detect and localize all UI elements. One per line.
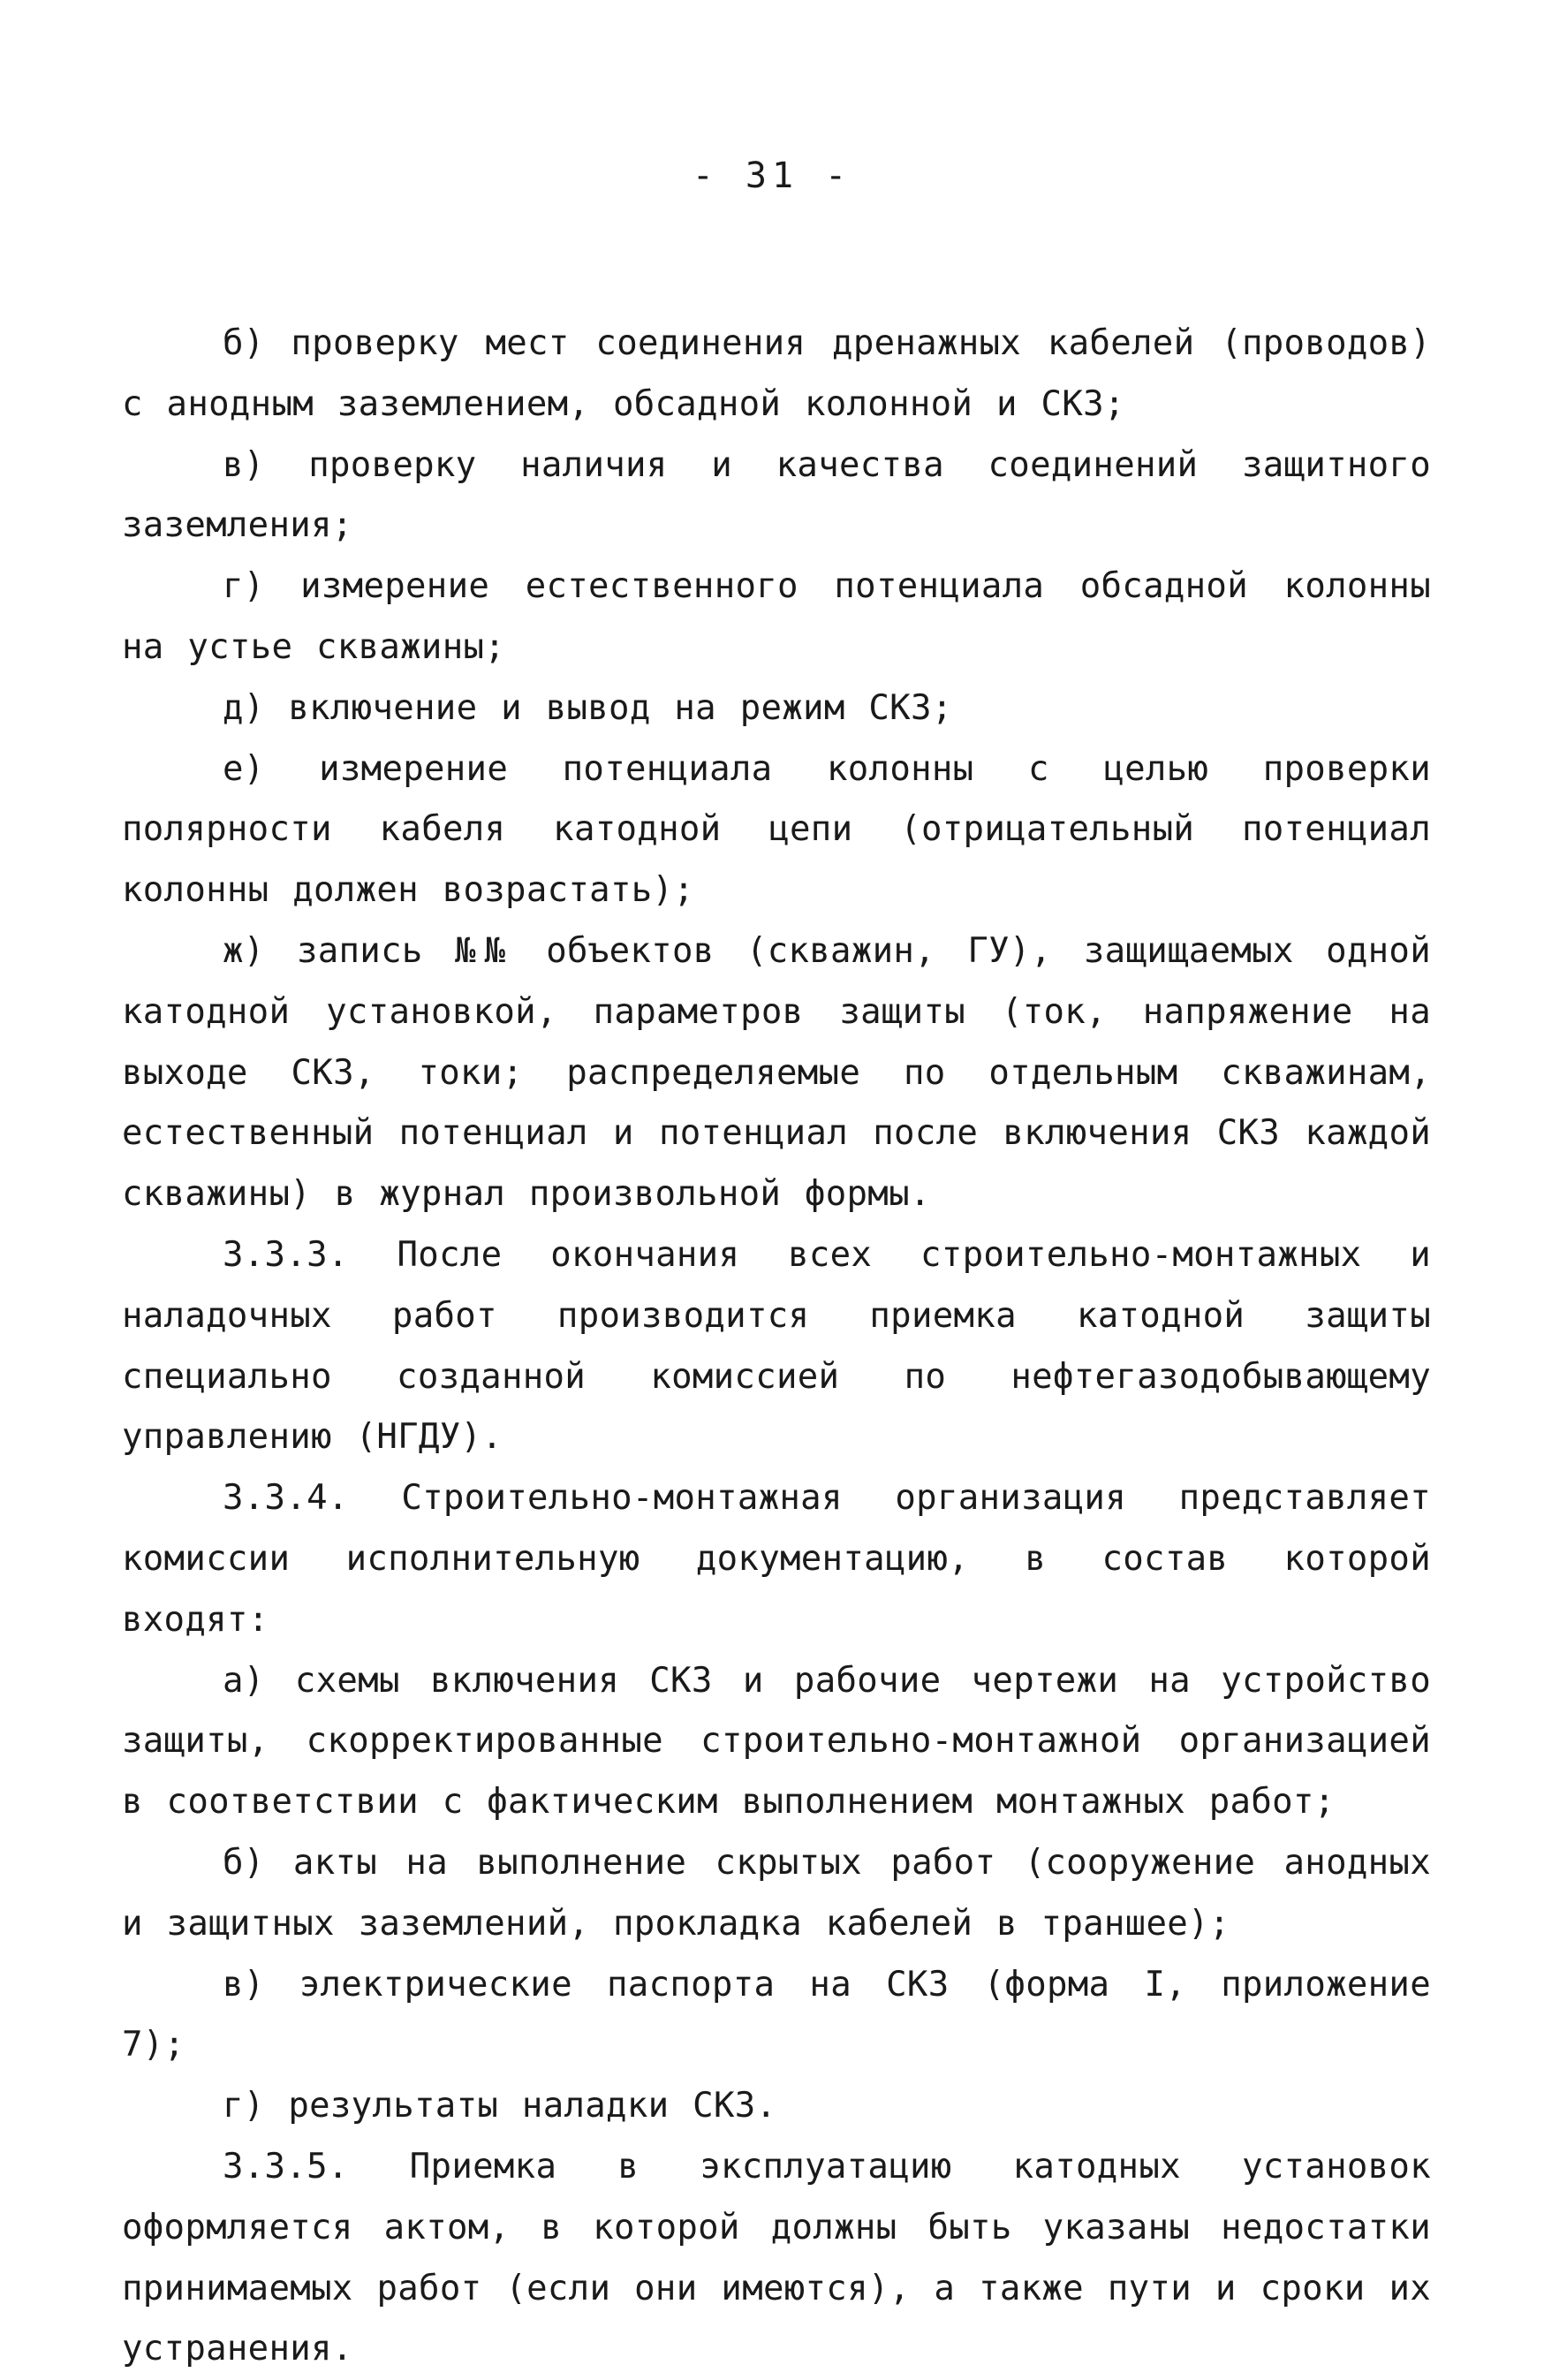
section-3-3-5: 3.3.5. Приемка в эксплуатацию катодных установок оформляется актом, в которой должны быть указаны недостатки принимаемых работ (если они имеются), а также пути и сроки их устранения. [122,2146,1431,2369]
page-number: - 31 - [692,155,852,196]
list-item-b-hidden-works-acts: б) акты на выполнение скрытых работ (сооружение анодных и защитных заземлений, прокладка кабелей в траншее); [122,1842,1431,1944]
list-item-zh-journal-record: ж) запись №№ объектов (скважин, ГУ), защищаемых одной катодной установкой, параметров защиты (ток, напряжение на выходе СКЗ, токи; распределяемые по отдельным скважинам, естественный потенциал и потенциал после включения СКЗ каждой скважины) в журнал произвольной формы. [122,930,1431,1215]
list-item-v-grounding-check: в) проверку наличия и качества соединений защитного заземления; [122,444,1431,546]
section-3-3-3: 3.3.3. После окончания всех строительно-монтажных и наладочных работ производится приемка катодной защиты специально созданной комиссией по нефтегазодобывающему управлению (НГДУ). [122,1234,1431,1458]
list-item-g-natural-potential: г) измерение естественного потенциала обсадной колонны на устье скважины; [122,566,1431,667]
list-item-b-connections-check: б) проверку мест соединения дренажных кабелей (проводов) с анодным заземлением, обсадной колонной и СКЗ; [122,323,1431,424]
list-item-a-schemes: а) схемы включения СКЗ и рабочие чертежи на устройство защиты, скорректированные строительно-монтажной организацией в соответствии с фактическим выполнением монтажных работ; [122,1660,1431,1823]
document-body [122,314,1431,2380]
list-item-v-passports: в) электрические паспорта на СКЗ (форма I, приложение 7); [122,1964,1431,2065]
section-3-3-4: 3.3.4. Строительно-монтажная организация представляет комиссии исполнительную документацию, в состав которой входят: [122,1478,1431,1640]
list-item-d-switch-on: д) включение и вывод на режим СКЗ; [223,687,953,728]
list-item-e-polarity-check: е) измерение потенциала колонны с целью проверки полярности кабеля катодной цепи (отрицательный потенциал колонны должен возрастать); [122,748,1431,911]
list-item-g-adjustment-results: г) результаты наладки СКЗ. [223,2086,777,2126]
